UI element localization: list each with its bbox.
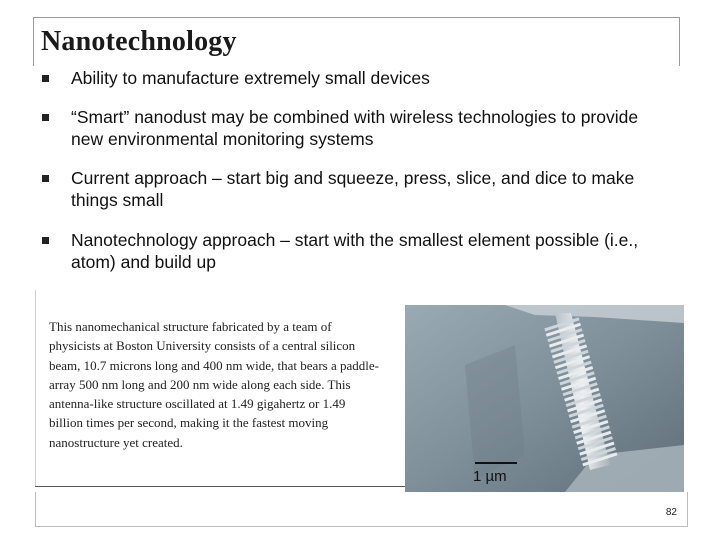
title-frame-right xyxy=(679,17,680,66)
bullet-text: “Smart” nanodust may be combined with wireless technologies to provide new environmental monitoring systems xyxy=(71,107,639,149)
title-frame-top xyxy=(33,17,679,18)
bullet-text: Current approach – start big and squeeze, press, slice, and dice to make things small xyxy=(71,168,635,210)
slide-title: Nanotechnology xyxy=(41,26,237,57)
caption-divider-vertical xyxy=(35,290,36,486)
title-frame-left xyxy=(33,17,34,66)
scale-bar xyxy=(475,462,517,464)
sem-micrograph-image xyxy=(405,305,684,492)
square-bullet-icon xyxy=(42,114,49,121)
bullet-text: Ability to manufacture extremely small devices xyxy=(71,68,430,88)
footer-frame xyxy=(35,492,688,527)
square-bullet-icon xyxy=(42,175,49,182)
image-caption: This nanomechanical structure fabricated by a team of physicists at Boston University consists of a central silicon beam, 10.7 microns long and 400 nm wide, that bears a paddle-array 500 nm long and 200 nm wide along each side. This antenna-like structure oscillated at 1.49 gigahertz or 1.49 billion times per second, making it the fastest moving nanostructure yet created. xyxy=(49,319,379,450)
page-number: 82 xyxy=(665,507,677,518)
micrograph-svg xyxy=(405,305,684,492)
square-bullet-icon xyxy=(42,237,49,244)
caption-divider xyxy=(35,486,405,487)
scale-bar-label: 1 µm xyxy=(473,468,507,485)
bullet-text: Nanotechnology approach – start with the smallest element possible (i.e., atom) and build up xyxy=(71,230,639,272)
square-bullet-icon xyxy=(42,75,49,82)
